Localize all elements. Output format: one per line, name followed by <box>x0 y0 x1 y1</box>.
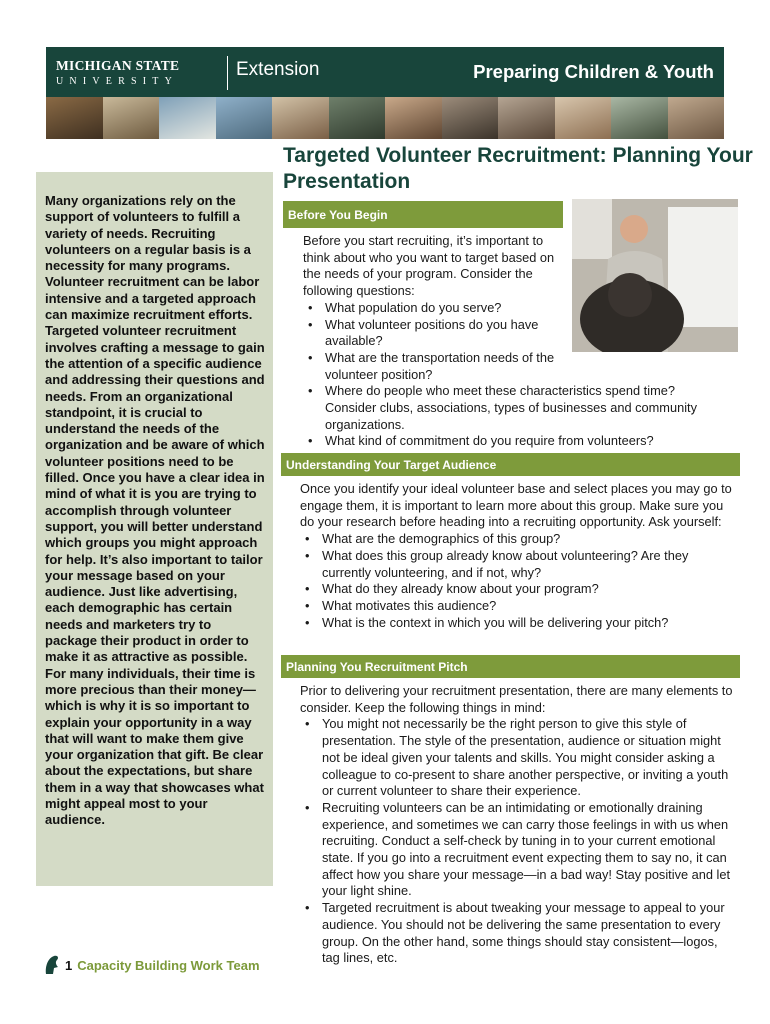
list-item: • Recruiting volunteers can be an intimidating or emotionally draining experience, and sometimes we can carry those feelings in with us when recruiting. Conduct a self-check by tuning in to your current emotional state. If you go into a recruitment event expecting them to say no, it can affect how you share your message—in a bad way! Stay positive and let your light shine. <box>300 800 736 900</box>
header-band <box>46 47 724 97</box>
page-footer <box>44 954 260 976</box>
logo-extension: Extension <box>236 59 320 80</box>
list-item: • You might not necessarily be the right person to give this style of presentation. The style of the presentation, audience or situation might not be ideal given your talents and skills. You might consider asking a colleague to co-present to share another perspective, or inviting a youth or current volunteer to share their experience. <box>300 716 736 800</box>
photo-strip <box>46 97 724 139</box>
list-item: • What are the demographics of this group? <box>300 531 736 548</box>
audience-intro: Once you identify your ideal volunteer base and select places you may go to engage them, it is important to learn more about this group. Make sure you do your research before heading into a recruiting opportunity. Ask yourself: <box>300 481 732 530</box>
before-list <box>303 300 713 450</box>
list-item: • Targeted recruitment is about tweaking your message to appeal to your audience. You should not be delivering the same presentation to every group. On the other hand, some things should stay consistent—logos, tag lines, etc. <box>300 900 736 967</box>
logo-divider <box>227 56 228 90</box>
pitch-intro: Prior to delivering your recruitment presentation, there are many elements to consider. Keep the following things in mind: <box>300 683 733 715</box>
before-intro: Before you start recruiting, it’s important to think about who you want to target based on the needs of your program. Consider the following questions: <box>303 233 555 299</box>
logo-msu: MICHIGAN STATE <box>56 58 180 73</box>
program-name: Preparing Children & Youth <box>473 61 714 82</box>
page-number: 1 <box>65 957 73 973</box>
list-item: • What motivates this audience? <box>300 598 736 615</box>
list-item: • What does this group already know about volunteering? Are they currently volunteering, and if not, why? <box>300 548 736 581</box>
sidebar-intro <box>36 172 273 886</box>
list-item: • What kind of commitment do you require from volunteers? <box>303 433 713 450</box>
list-item: • What population do you serve? <box>303 300 713 317</box>
section-heading-before: Before You Begin <box>283 201 563 228</box>
audience-list <box>300 531 736 631</box>
list-item: • What are the transportation needs of the volunteer position? <box>303 350 557 383</box>
header-banner <box>46 47 724 139</box>
pitch-list <box>300 716 736 967</box>
section-body-audience <box>300 481 736 631</box>
list-item: • Where do people who meet these characteristics spend time? Consider clubs, associations, types of businesses and community organizations. <box>303 383 713 433</box>
section-heading-pitch: Planning You Recruitment Pitch <box>281 655 740 678</box>
section-body-before <box>303 233 713 450</box>
list-item: • What is the context in which you will be delivering your pitch? <box>300 615 736 632</box>
footer-team: Capacity Building Work Team <box>77 957 260 973</box>
section-heading-audience: Understanding Your Target Audience <box>281 453 740 476</box>
list-item: • What volunteer positions do you have available? <box>303 317 557 350</box>
section-body-pitch <box>300 683 736 967</box>
logo-university: UNIVERSITY <box>56 76 178 87</box>
page-title: Targeted Volunteer Recruitment: Planning Your Presentation <box>283 144 753 193</box>
list-item: • What do they already know about your program? <box>300 581 736 598</box>
sidebar-text: Many organizations rely on the support of volunteers to fulfill a variety of needs. Recruiting volunteers on a regular basis is a necessity for many programs. Volunteer recruitment can be labor intensive and a targeted approach can maximize recruitment efforts. Targeted volunteer recruitment involves crafting a message to gain the attention of a specific audience and addressing their questions and needs. From an organizational standpoint, it is crucial to understand the needs of the organization and be aware of which volunteer positions need to be filled. Once you have a clear idea in mind of what it is you are trying to accomplish through volunteer support, you will better understand which groups you might approach for help. It’s also important to tailor your message based on your audience. Just like advertising, each demographic has certain needs and marketers try to package their product in order to make it as attractive as possible. For many individuals, their time is more precious than their money—which is why it is so important to explain your opportunity in a way that will want to make them give your organization that gift. Be clear about the expectations, but share them in a way that showcases what might appeal most to your audience. <box>45 193 265 828</box>
spartan-helmet-icon <box>44 954 60 976</box>
